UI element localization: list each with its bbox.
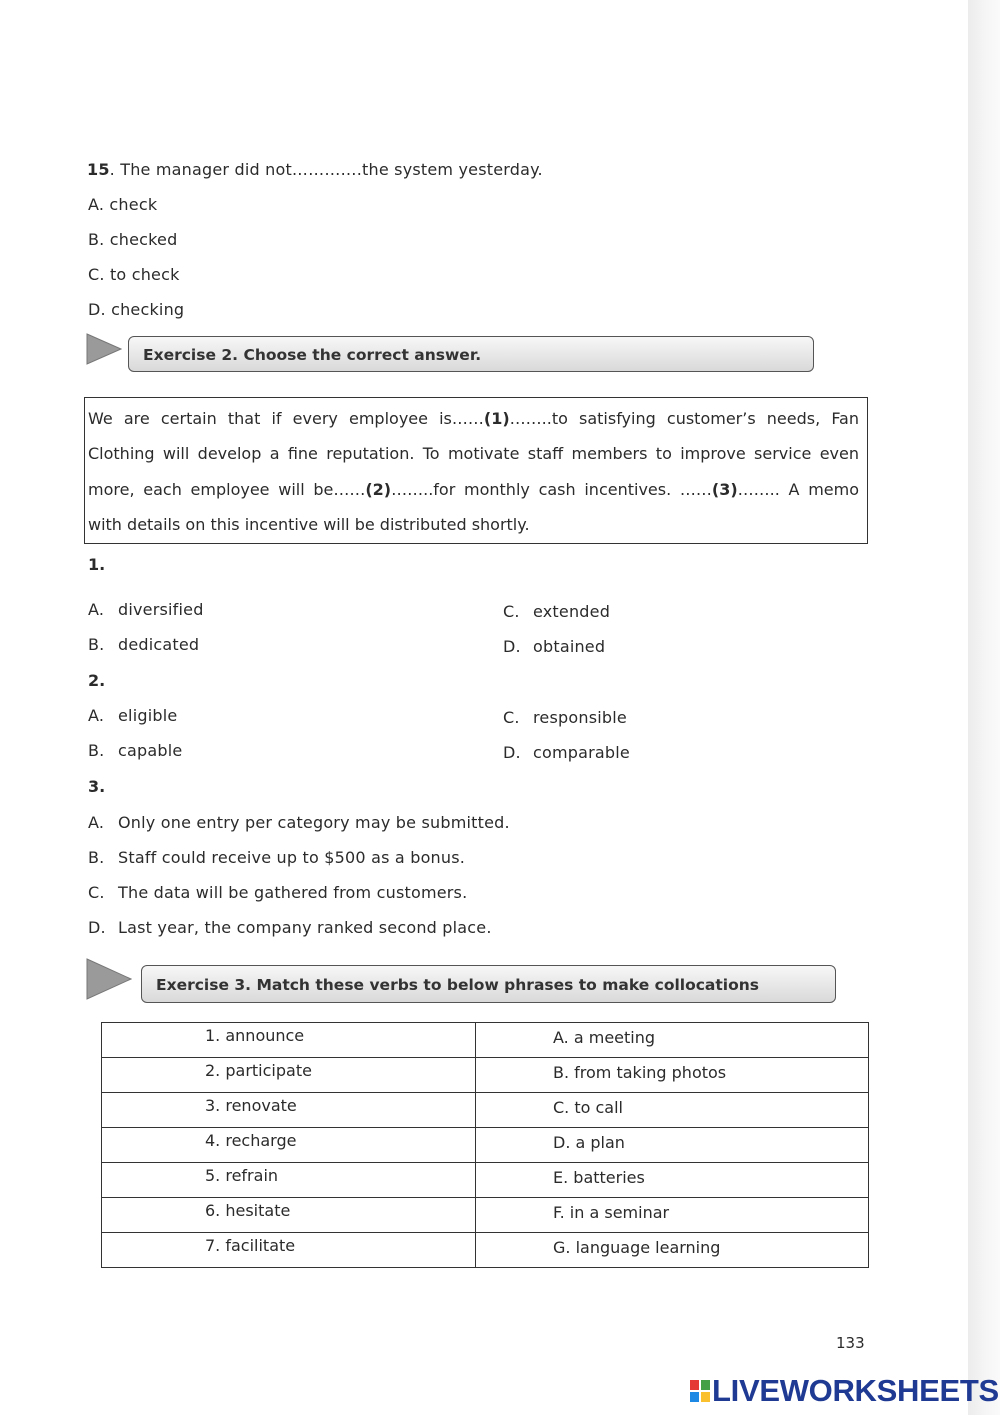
phrase-cell[interactable]: C. to call [476,1093,869,1128]
q2-option-d[interactable]: D. comparable [503,743,630,762]
exercise-2-arrow-icon [86,333,122,365]
q15-option-a[interactable]: A. check [88,195,158,214]
table-row [102,1198,869,1233]
q1-option-c[interactable]: C. extended [503,602,611,621]
q3-option-a[interactable]: A. Only one entry per category may be submitted. [88,813,510,832]
exercise-3-title: Exercise 3. Match these verbs to below phrases to make collocations [156,976,760,994]
phrase-cell[interactable]: B. from taking photos [476,1058,869,1093]
blank-2-marker: (2) [365,479,392,499]
q15-option-b[interactable]: B. checked [88,230,178,249]
phrase-cell[interactable]: F. in a seminar [476,1198,869,1233]
verb-cell[interactable]: 2. participate [102,1058,476,1093]
phrase-cell[interactable]: A. a meeting [476,1023,869,1058]
phrase-cell[interactable]: E. batteries [476,1163,869,1198]
q3-option-d[interactable]: D. Last year, the company ranked second place. [88,918,492,937]
verb-cell[interactable]: 7. facilitate [102,1233,476,1268]
verb-cell[interactable]: 4. recharge [102,1128,476,1163]
exercise-2-header [128,336,814,372]
verb-cell[interactable]: 6. hesitate [102,1198,476,1233]
liveworksheets-logo-icon [690,1380,710,1402]
exercise-2-title: Exercise 2. Choose the correct answer. [143,346,482,364]
q1-option-b[interactable]: B. dedicated [88,635,200,654]
table-row [102,1023,869,1058]
page-edge-shadow [968,0,1000,1415]
q15-option-c[interactable]: C. to check [88,265,180,284]
verb-cell[interactable]: 1. announce [102,1023,476,1058]
table-row [102,1058,869,1093]
question-15-text: . The manager did not………….the system yesterday. [109,160,543,179]
table-row [102,1163,869,1198]
q1-option-d[interactable]: D. obtained [503,637,606,656]
exercise-3-arrow-icon [86,958,132,1000]
phrase-cell[interactable]: G. language learning [476,1233,869,1268]
q1-option-a[interactable]: A. diversified [88,600,204,619]
q2-option-a[interactable]: A. eligible [88,706,178,725]
liveworksheets-logo [690,1374,999,1408]
question-2-label: 2. [88,671,106,690]
q2-option-b[interactable]: B. capable [88,741,183,760]
verb-cell[interactable]: 5. refrain [102,1163,476,1198]
q3-option-b[interactable]: B. Staff could receive up to $500 as a bonus. [88,848,466,867]
q2-option-c[interactable]: C. responsible [503,708,627,727]
question-15-number: 15 [87,160,110,179]
phrase-cell[interactable]: D. a plan [476,1128,869,1163]
verb-cell[interactable]: 3. renovate [102,1093,476,1128]
q3-option-c[interactable]: C. The data will be gathered from customers. [88,883,468,902]
question-1-label: 1. [88,555,106,574]
exercise-2-passage: We are certain that if every employee is……(1)……..to satisfying customer’s needs, Fan Clothing will develop a fine reputation. To motivate staff members to improve service even more, each employee will be……(2)……..for monthly cash incentives. ……(3)…….. A memo with details on this incentive will be distributed shortly. [84,397,868,544]
table-row [102,1128,869,1163]
table-row [102,1233,869,1268]
question-15-stem [87,160,543,179]
collocation-table [101,1022,869,1268]
blank-3-marker: (3) [711,479,738,499]
logo-text: LIVEWORKSHEETS [712,1373,999,1408]
page-number: 133 [836,1334,865,1352]
table-row [102,1093,869,1128]
blank-1-marker: (1) [483,409,510,428]
exercise-3-header [141,965,836,1003]
q15-option-d[interactable]: D. checking [88,300,185,319]
question-3-label: 3. [88,777,106,796]
